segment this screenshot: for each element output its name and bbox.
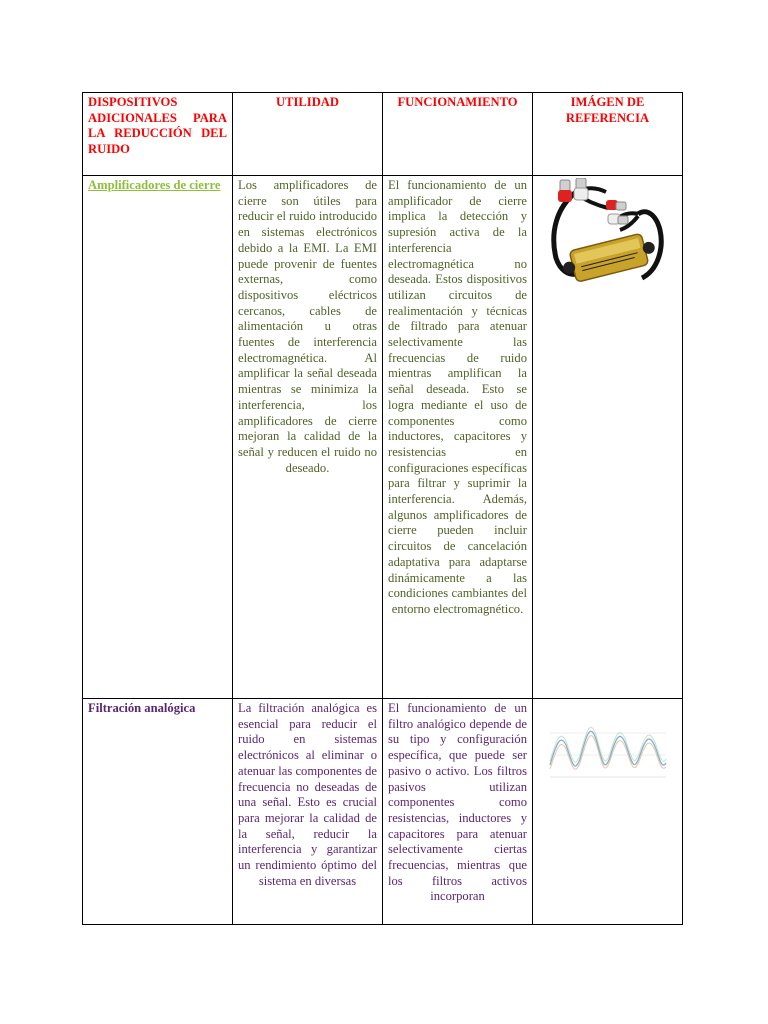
utilidad-text: La filtración analógica es esencial para reducir el ruido en sistemas electrónicos al eliminar o atenuar las componentes de frecuencia no deseadas de una señal. Esto es crucial para mejorar la calidad de la señal, reducir la interferencia y garantizar un rendimiento óptimo del sistema en diversas	[238, 701, 377, 888]
table-row	[83, 699, 683, 925]
device-name-link[interactable]: Amplificadores de cierre	[88, 178, 221, 192]
device-name-cell	[83, 176, 233, 699]
reference-image-cell	[533, 699, 683, 925]
table-row	[83, 176, 683, 699]
table-header-row	[83, 93, 683, 176]
header-funcionamiento: FUNCIONAMIENTO	[383, 93, 533, 176]
reference-image-cell	[533, 176, 683, 699]
funcionamiento-text: El funcionamiento de un filtro analógico depende de su tipo y configuración específica, que puede ser pasivo o activo. Los filtros pasivos utilizan componentes como resistencias, inductores y capacitores para atenuar selectivamente ciertas frecuencias, mientras que los filtros activos incorporan	[388, 701, 527, 904]
utilidad-cell	[233, 699, 383, 925]
device-name: Filtración analógica	[88, 701, 196, 715]
noise-reduction-table	[82, 92, 683, 925]
waveform-graph-image	[538, 701, 677, 785]
noise-filter-device-photo	[538, 178, 677, 306]
utilidad-text: Los amplificadores de cierre son útiles para reducir el ruido introducido en sistemas electrónicos debido a la EMI. La EMI puede provenir de fuentes externas, como dispositivos eléctricos cercanos, cables de alimentación u otras fuentes de interferencia electromagnética. Al amplificar la señal deseada mientras se minimiza la interferencia, los amplificadores de cierre mejoran la calidad de la señal y reducen el ruido no deseado.	[238, 178, 377, 475]
funcionamiento-cell	[383, 699, 533, 925]
funcionamiento-cell	[383, 176, 533, 699]
funcionamiento-text: El funcionamiento de un amplificador de cierre implica la detección y supresión activa de la interferencia electromagnética no deseada. Estos dispositivos utilizan circuitos de realimentación y técnicas de filtrado para atenuar selectivamente las frecuencias de ruido mientras amplifican la señal deseada. Esto se logra mediante el uso de componentes como inductores, capacitores y resistencias en configuraciones específicas para filtrar y suprimir la interferencia. Además, algunos amplificadores de cierre pueden incluir circuitos de cancelación adaptativa para adaptarse dinámicamente a las condiciones cambiantes del entorno electromagnético.	[388, 178, 527, 616]
device-name-cell	[83, 699, 233, 925]
header-devices: DISPOSITIVOS ADICIONALES PARA LA REDUCCIÓN DEL RUIDO	[83, 93, 233, 176]
utilidad-cell	[233, 176, 383, 699]
header-imagen: IMÁGEN DE REFERENCIA	[533, 93, 683, 176]
header-utilidad: UTILIDAD	[233, 93, 383, 176]
